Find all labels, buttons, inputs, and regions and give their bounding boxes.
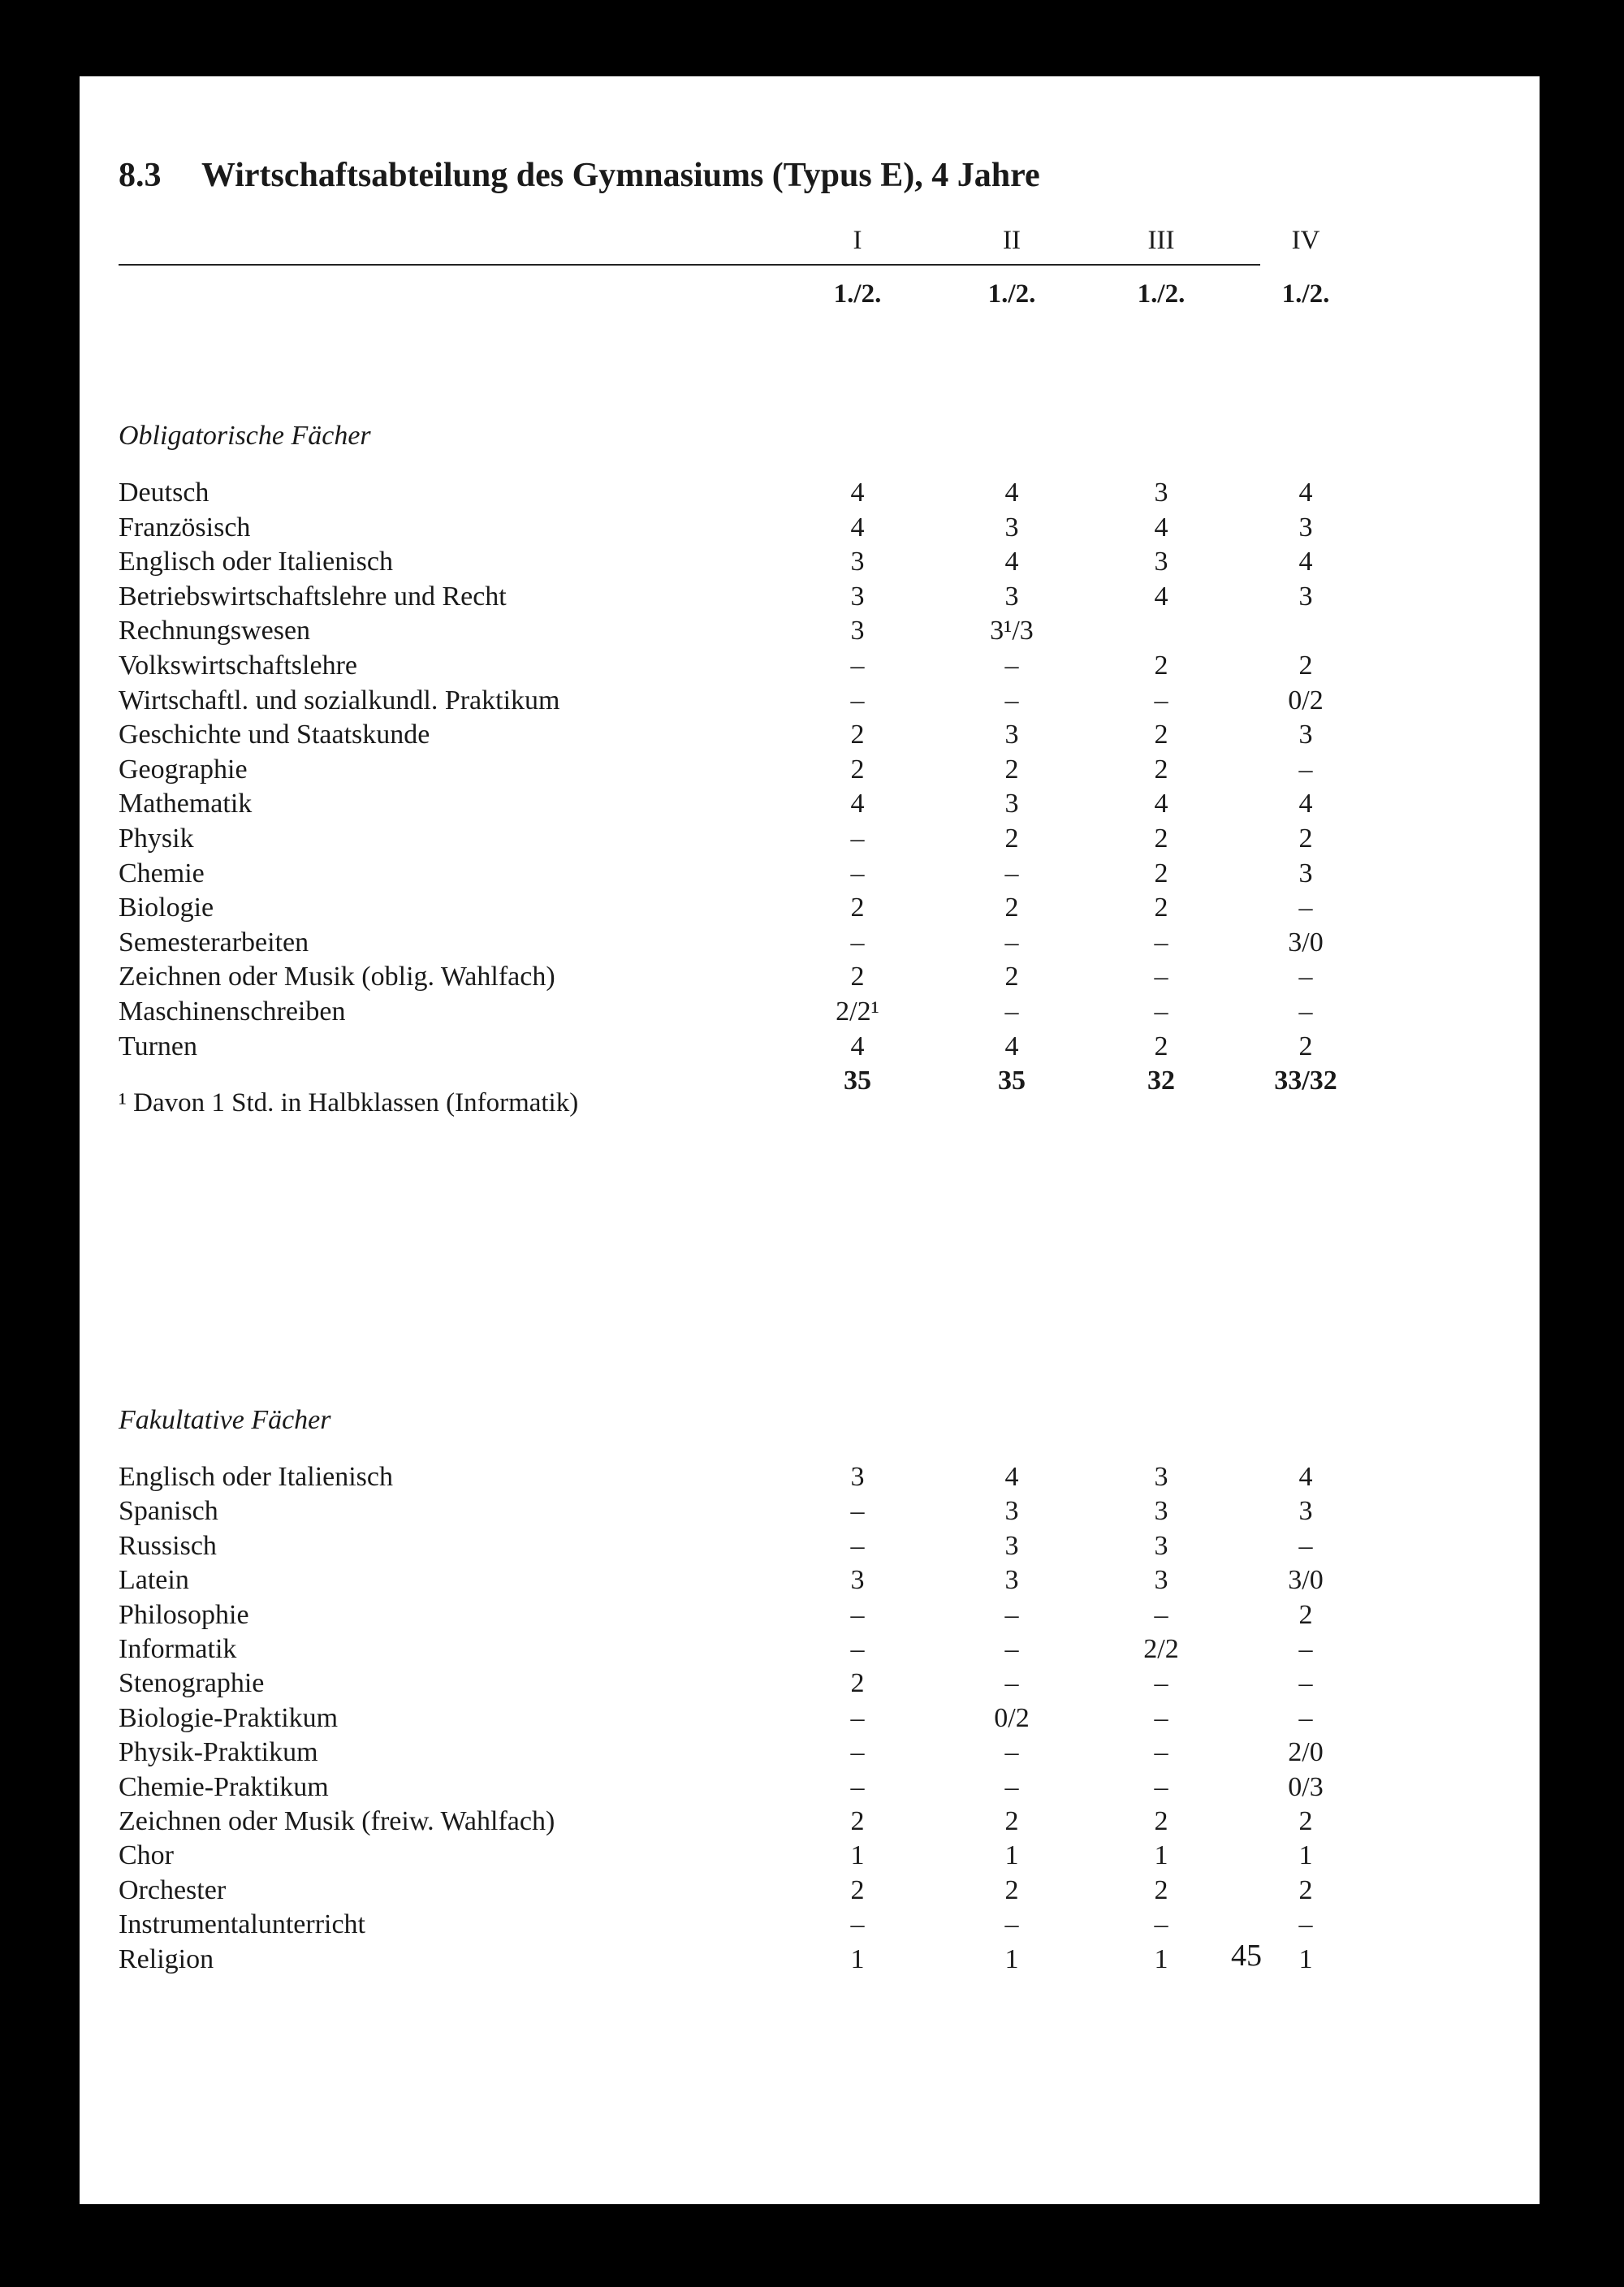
hours-cell-I: – [850,1737,865,1768]
table-row [119,754,1313,789]
hours-cell-IV: 0/3 [1288,1771,1324,1802]
hours-cell-I: 2 [850,720,865,750]
table-row [119,1737,1324,1771]
column-header-II: II [1003,226,1021,255]
hours-cell-III: 3 [1154,1496,1168,1527]
subject-label: Deutsch [119,478,209,508]
table-row [119,720,1313,754]
subject-label: Stenographie [119,1668,265,1699]
hours-cell-I: – [850,1702,865,1733]
hours-cell-IV: – [1298,1909,1313,1940]
subject-label: Biologie [119,893,214,923]
semester-header-IV: 1./2. [1281,279,1330,309]
optional-section-title: Fakultative Fächer [119,1405,331,1435]
table-row [119,478,1313,512]
subject-label: Zeichnen oder Musik (freiw. Wahlfach) [119,1806,555,1836]
hours-cell-III: 4 [1154,581,1168,612]
hours-cell-IV: 2 [1298,1874,1313,1905]
hours-cell-III: 3 [1154,478,1168,508]
hours-cell-III: – [1154,997,1168,1027]
subject-label: Englisch oder Italienisch [119,1462,394,1492]
hours-cell-II: – [1004,1668,1019,1699]
hours-cell-I: 2/2¹ [836,997,879,1027]
table-row [119,997,1313,1031]
hours-cell-II: 3¹/3 [990,616,1034,646]
subject-label: Spanisch [119,1496,218,1527]
hours-cell-III: 2/2 [1143,1634,1179,1664]
hours-cell-II: – [1004,927,1019,958]
hours-cell-III: 2 [1154,893,1168,923]
hours-cell-II: – [1004,685,1019,715]
semester-header-III: 1./2. [1137,279,1186,309]
hours-cell-III: – [1154,1737,1168,1768]
hours-cell-III: 2 [1154,1806,1168,1836]
column-header-IV: IV [1291,226,1320,255]
table-row [119,1031,1313,1066]
hours-cell-I: 2 [850,962,865,992]
hours-cell-III: 1 [1154,1943,1168,1974]
hours-cell-III: – [1154,962,1168,992]
hours-cell-I: 1 [850,1943,865,1974]
hours-cell-I: 2 [850,1874,865,1905]
hours-cell-I: – [850,824,865,854]
hours-cell-I: 3 [850,1462,865,1492]
hours-cell-I: 3 [850,616,865,646]
table-row [119,962,1313,996]
hours-cell-IV: 4 [1298,478,1313,508]
table-row [119,616,1304,650]
hours-cell-IV: 4 [1298,1462,1313,1492]
hours-cell-III: – [1154,927,1168,958]
table-row [119,581,1313,616]
page-number: 45 [1231,1939,1262,1973]
hours-cell-I: – [850,685,865,715]
hours-cell-I: 4 [850,512,865,543]
table-row [119,1806,1313,1840]
hours-cell-III: 2 [1154,858,1168,888]
hours-cell-II: – [1004,1909,1019,1940]
hours-cell-IV: – [1298,997,1313,1027]
table-row [119,824,1313,858]
hours-cell-IV: 3 [1298,1496,1313,1527]
hours-cell-I: 1 [850,1840,865,1871]
table-row [119,547,1313,581]
hours-cell-IV: 2 [1298,651,1313,681]
hours-cell-II: – [1004,997,1019,1027]
hours-cell-III: – [1154,1909,1168,1940]
hours-cell-I: 3 [850,1565,865,1596]
hours-cell-I: 2 [850,754,865,785]
heading-number: 8.3 [119,157,162,194]
hours-cell-IV: 4 [1298,547,1313,577]
hours-cell-IV: 3 [1298,720,1313,750]
hours-cell-II: – [1004,1634,1019,1664]
hours-cell-III: 3 [1154,547,1168,577]
subject-label: Physik [119,824,194,854]
hours-cell-IV: – [1298,1530,1313,1561]
hours-cell-III: – [1154,1668,1168,1699]
hours-cell-IV: 0/2 [1288,685,1324,715]
hours-cell-I: 3 [850,547,865,577]
table-row [119,1771,1324,1806]
subject-label: Wirtschaftl. und sozialkundl. Praktikum [119,685,560,715]
hours-cell-II: 2 [1004,893,1019,923]
hours-cell-I: – [850,858,865,888]
hours-cell-I: – [850,1599,865,1630]
hours-cell-II: 3 [1004,1496,1019,1527]
table-row [119,927,1324,962]
table-row [119,1668,1313,1702]
subject-label: Orchester [119,1874,227,1905]
hours-cell-II: 3 [1004,1530,1019,1561]
hours-cell-II: – [1004,651,1019,681]
hours-cell-I: – [850,927,865,958]
subject-label: Volkswirtschaftslehre [119,651,357,681]
subject-label: Chemie [119,858,205,888]
hours-cell-IV: 3/0 [1288,927,1324,958]
hours-cell-IV: 3 [1298,512,1313,543]
semester-header-I: 1./2. [833,279,882,309]
hours-cell-II: 35 [998,1066,1026,1096]
subject-label: Turnen [119,1031,197,1061]
hours-cell-III: – [1154,1771,1168,1802]
hours-cell-I: 2 [850,1806,865,1836]
subject-label: Geographie [119,754,248,785]
hours-cell-III: 1 [1154,1840,1168,1871]
subject-label: Englisch oder Italienisch [119,547,394,577]
hours-cell-I: – [850,1530,865,1561]
hours-cell-IV: – [1298,754,1313,785]
hours-cell-I: 2 [850,893,865,923]
hours-cell-III: 4 [1154,512,1168,543]
hours-cell-II: – [1004,1771,1019,1802]
hours-cell-IV: – [1298,962,1313,992]
hours-cell-II: 3 [1004,1565,1019,1596]
table-row [119,1634,1313,1668]
subject-label: Rechnungswesen [119,616,311,646]
table-row [119,1702,1313,1737]
hours-cell-II: 4 [1004,547,1019,577]
subject-label: Latein [119,1565,189,1596]
hours-cell-III: 2 [1154,754,1168,785]
subject-label: Russisch [119,1530,217,1561]
hours-cell-II: 4 [1004,478,1019,508]
footnote: ¹ Davon 1 Std. in Halbklassen (Informatik) [119,1088,579,1118]
hours-cell-II: 1 [1004,1840,1019,1871]
hours-cell-IV: 33/32 [1274,1066,1337,1096]
subject-label: Physik-Praktikum [119,1737,318,1768]
hours-cell-IV: 2 [1298,1031,1313,1061]
subject-label: Zeichnen oder Musik (oblig. Wahlfach) [119,962,555,992]
hours-cell-III: – [1154,1702,1168,1733]
table-row [119,1840,1313,1874]
hours-cell-III: 2 [1154,651,1168,681]
page-heading [119,156,1040,195]
column-header-I: I [853,226,862,255]
hours-cell-I: – [850,1496,865,1527]
hours-cell-IV: 2 [1298,1806,1313,1836]
subject-label: Religion [119,1943,214,1974]
hours-cell-II: 2 [1004,962,1019,992]
subject-label: Semesterarbeiten [119,927,309,958]
hours-cell-IV: – [1298,1702,1313,1733]
hours-cell-I: 4 [850,789,865,819]
subject-label: Chor [119,1840,174,1871]
subject-label: Französisch [119,512,251,543]
table-row [119,1496,1313,1530]
table-row [119,1530,1313,1565]
table-row [119,893,1313,927]
hours-cell-II: 3 [1004,512,1019,543]
hours-cell-II: 2 [1004,824,1019,854]
hours-cell-IV: 2/0 [1288,1737,1324,1768]
hours-cell-IV: – [1298,1668,1313,1699]
hours-cell-III: 3 [1154,1565,1168,1596]
table-row [119,685,1324,720]
hours-cell-IV: 1 [1298,1840,1313,1871]
hours-cell-III: – [1154,685,1168,715]
table-row [119,789,1313,823]
hours-cell-IV: 2 [1298,1599,1313,1630]
hours-cell-II: 4 [1004,1031,1019,1061]
hours-cell-IV: 3/0 [1288,1565,1324,1596]
hours-cell-IV: 3 [1298,858,1313,888]
hours-cell-II: – [1004,1599,1019,1630]
hours-cell-II: – [1004,1737,1019,1768]
table-row [119,512,1313,547]
hours-cell-I: 3 [850,581,865,612]
hours-cell-IV: – [1298,1634,1313,1664]
table-row [119,1462,1313,1496]
subject-label: Betriebswirtschaftslehre und Recht [119,581,507,612]
table-row [119,651,1313,685]
subject-label: Biologie-Praktikum [119,1702,339,1733]
hours-cell-III: 3 [1154,1530,1168,1561]
hours-cell-I: 4 [850,1031,865,1061]
subject-label: Instrumentalunterricht [119,1909,366,1940]
hours-cell-II: 4 [1004,1462,1019,1492]
table-row [119,1599,1313,1634]
hours-cell-III: 4 [1154,789,1168,819]
hours-cell-I: 4 [850,478,865,508]
hours-cell-III: – [1154,1599,1168,1630]
hours-cell-IV: 1 [1298,1943,1313,1974]
hours-cell-I: – [850,1771,865,1802]
table-row [119,1909,1313,1943]
hours-cell-I: 2 [850,1668,865,1699]
hours-cell-IV: – [1298,893,1313,923]
table-row [119,1943,1313,1978]
semester-header-II: 1./2. [987,279,1036,309]
hours-cell-III: 32 [1147,1066,1175,1096]
subject-label: Philosophie [119,1599,249,1630]
table-row [119,1874,1313,1909]
hours-cell-III: 2 [1154,720,1168,750]
hours-cell-IV: 4 [1298,789,1313,819]
table-row [119,1565,1324,1599]
hours-cell-IV: 3 [1298,581,1313,612]
obligatory-section-title: Obligatorische Fächer [119,421,371,451]
hours-cell-III: 2 [1154,1031,1168,1061]
subject-label: Geschichte und Staatskunde [119,720,430,750]
subject-label: Informatik [119,1634,237,1664]
heading-title: Wirtschaftsabteilung des Gymnasiums (Typus E), 4 Jahre [201,157,1040,194]
header-rule [119,264,1260,266]
subject-label: Chemie-Praktikum [119,1771,329,1802]
table-row [119,858,1313,893]
hours-cell-II: – [1004,858,1019,888]
hours-cell-II: 2 [1004,754,1019,785]
hours-cell-I: – [850,1634,865,1664]
subject-label: Mathematik [119,789,253,819]
hours-cell-I: – [850,651,865,681]
hours-cell-II: 2 [1004,1874,1019,1905]
hours-cell-II: 3 [1004,789,1019,819]
hours-cell-II: 0/2 [994,1702,1030,1733]
hours-cell-I: – [850,1909,865,1940]
hours-cell-III: 2 [1154,824,1168,854]
column-header-III: III [1147,226,1175,255]
hours-cell-I: 35 [844,1066,871,1096]
hours-cell-IV: 2 [1298,824,1313,854]
hours-cell-II: 3 [1004,720,1019,750]
subject-label: Maschinenschreiben [119,997,346,1027]
hours-cell-II: 3 [1004,581,1019,612]
hours-cell-II: 2 [1004,1806,1019,1836]
hours-cell-III: 2 [1154,1874,1168,1905]
hours-cell-II: 1 [1004,1943,1019,1974]
hours-cell-III: 3 [1154,1462,1168,1492]
